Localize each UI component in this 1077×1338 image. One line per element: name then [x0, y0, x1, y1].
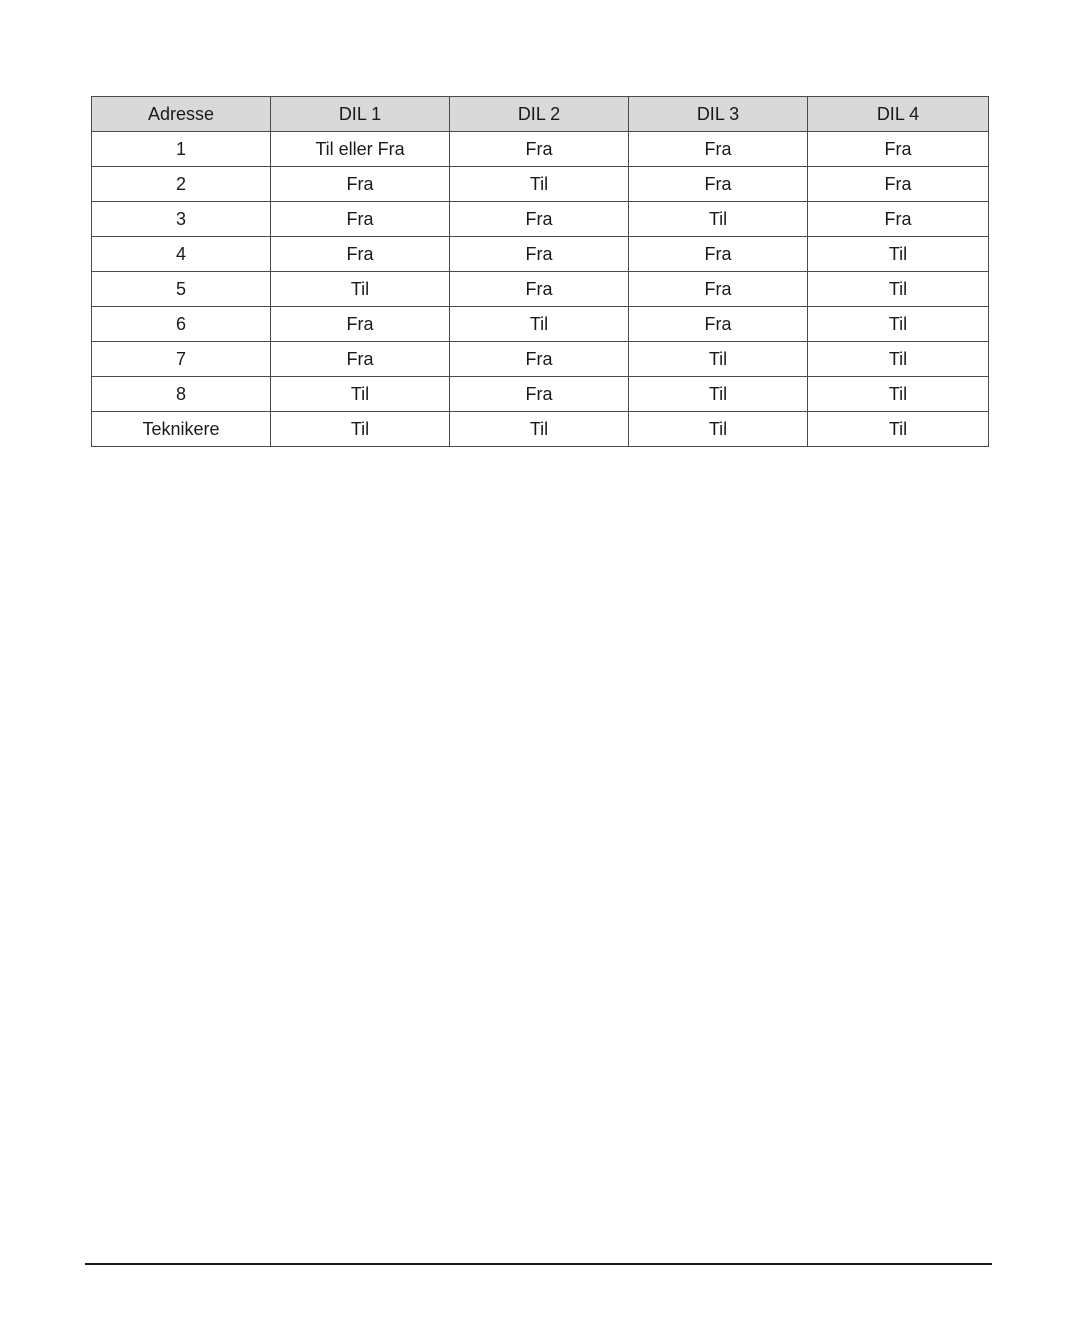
cell-dil-2: Fra: [450, 237, 629, 272]
table-row: [92, 307, 989, 342]
cell-dil-1: Til: [271, 377, 450, 412]
cell-dil-2: Til: [450, 307, 629, 342]
cell-dil-3: Til: [629, 377, 808, 412]
cell-dil-3: Fra: [629, 167, 808, 202]
cell-adresse: 8: [92, 377, 271, 412]
cell-dil-1: Til: [271, 272, 450, 307]
table-row: [92, 412, 989, 447]
cell-dil-3: Fra: [629, 237, 808, 272]
cell-dil-3: Fra: [629, 272, 808, 307]
cell-dil-3: Fra: [629, 307, 808, 342]
cell-dil-2: Til: [450, 412, 629, 447]
cell-dil-4: Til: [808, 307, 989, 342]
cell-adresse: 2: [92, 167, 271, 202]
table-row: [92, 342, 989, 377]
cell-dil-4: Til: [808, 237, 989, 272]
cell-dil-1: Til: [271, 412, 450, 447]
cell-dil-2: Fra: [450, 132, 629, 167]
cell-adresse: 4: [92, 237, 271, 272]
cell-dil-4: Til: [808, 342, 989, 377]
table-row: [92, 202, 989, 237]
cell-dil-1: Fra: [271, 202, 450, 237]
cell-dil-4: Til: [808, 272, 989, 307]
cell-dil-1: Til eller Fra: [271, 132, 450, 167]
cell-dil-3: Fra: [629, 132, 808, 167]
header-dil-1: DIL 1: [271, 97, 450, 132]
cell-adresse: Teknikere: [92, 412, 271, 447]
footer-divider: [85, 1263, 992, 1265]
cell-adresse: 1: [92, 132, 271, 167]
cell-adresse: 6: [92, 307, 271, 342]
cell-dil-3: Til: [629, 412, 808, 447]
cell-dil-2: Til: [450, 167, 629, 202]
header-dil-2: DIL 2: [450, 97, 629, 132]
table-row: [92, 377, 989, 412]
cell-dil-4: Fra: [808, 132, 989, 167]
table-header-row: [92, 97, 989, 132]
cell-dil-1: Fra: [271, 237, 450, 272]
table-row: [92, 167, 989, 202]
cell-adresse: 7: [92, 342, 271, 377]
cell-dil-2: Fra: [450, 342, 629, 377]
dil-switch-table: [91, 96, 989, 447]
cell-dil-2: Fra: [450, 272, 629, 307]
cell-adresse: 3: [92, 202, 271, 237]
header-adresse: Adresse: [92, 97, 271, 132]
cell-dil-3: Til: [629, 342, 808, 377]
table-row: [92, 272, 989, 307]
cell-dil-4: Fra: [808, 167, 989, 202]
cell-dil-4: Til: [808, 412, 989, 447]
cell-dil-4: Fra: [808, 202, 989, 237]
header-dil-3: DIL 3: [629, 97, 808, 132]
cell-dil-1: Fra: [271, 167, 450, 202]
cell-adresse: 5: [92, 272, 271, 307]
cell-dil-2: Fra: [450, 377, 629, 412]
cell-dil-1: Fra: [271, 342, 450, 377]
table-row: [92, 237, 989, 272]
table-row: [92, 132, 989, 167]
cell-dil-1: Fra: [271, 307, 450, 342]
cell-dil-4: Til: [808, 377, 989, 412]
cell-dil-3: Til: [629, 202, 808, 237]
header-dil-4: DIL 4: [808, 97, 989, 132]
cell-dil-2: Fra: [450, 202, 629, 237]
